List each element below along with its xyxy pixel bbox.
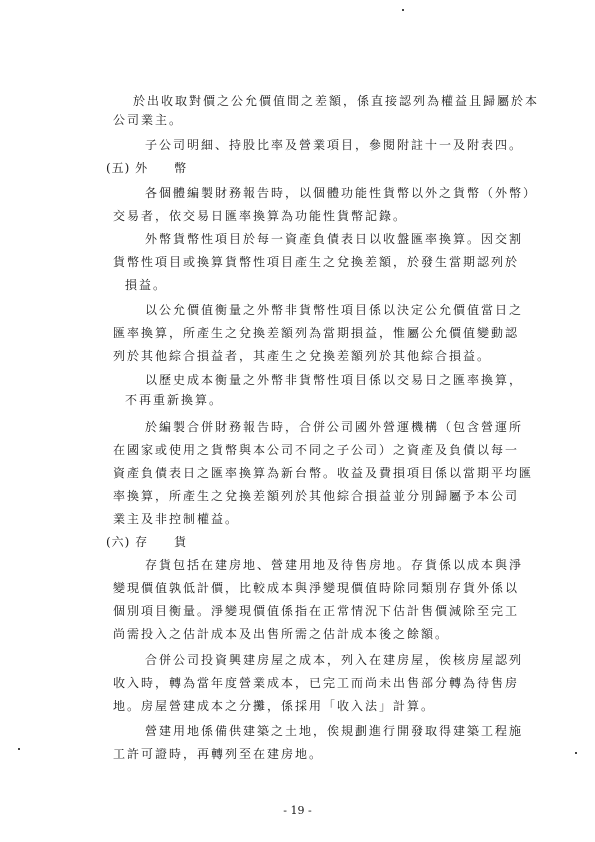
section-heading-foreign-currency: (五) 外 幣	[106, 161, 188, 175]
text-line: 地。房屋營建成本之分攤，係採用「收入法」計算。	[113, 699, 436, 713]
text-line: 合併公司投資興建房屋之成本，列入在建房屋，俟核房屋認列	[145, 653, 524, 667]
text-line: 資產負債表日之匯率換算為新台幣。收益及費損項目係以當期平均匯	[113, 466, 534, 480]
text-line: 在國家或使用之貨幣與本公司不同之子公司）之資產及負債以每一	[113, 443, 520, 457]
text-line: 子公司明細、持股比率及營業項目，參閱附註十一及附表四。	[145, 138, 524, 152]
text-line: 工許可證時，再轉列至在建房地。	[113, 747, 324, 761]
text-line: 變現價值孰低計價，比較成本與淨變現價值時除同類別存貨外係以	[113, 581, 520, 595]
scan-speck	[402, 9, 404, 11]
text-line: 於出收取對價之公允價值間之差額，係直接認列為權益且歸屬於本	[133, 94, 540, 108]
text-line: 匯率換算，所產生之兌換差額列為當期損益，惟屬公允價值變動認	[113, 326, 520, 340]
text-line: 收入時，轉為當年度營業成本，已完工而尚未出售部分轉為待售房	[113, 676, 520, 690]
text-line: 以公允價值衡量之外幣非貨幣性項目係以決定公允價值當日之	[145, 303, 524, 317]
section-heading-inventory: (六) 存 貨	[106, 535, 188, 549]
text-line: 各個體編製財務報告時，以個體功能性貨幣以外之貨幣（外幣）	[145, 186, 538, 200]
text-line: 貨幣性項目或換算貨幣性項目產生之兌換差額，於發生當期認列於	[113, 255, 520, 269]
text-line: 個別項目衡量。淨變現價值係指在正常情況下估計售價減除至完工	[113, 604, 520, 618]
text-line: 交易者，依交易日匯率換算為功能性貨幣記錄。	[113, 209, 408, 223]
text-line: 損益。	[125, 278, 168, 292]
text-line: 率換算，所產生之兌換差額列於其他綜合損益並分別歸屬予本公司	[113, 489, 520, 503]
text-line: 外幣貨幣性項目於每一資產負債表日以收盤匯率換算。因交割	[145, 232, 524, 246]
text-line: 存貨包括在建房地、營建用地及待售房地。存貨係以成本與淨	[145, 558, 524, 572]
text-line: 公司業主。	[113, 113, 184, 127]
page-number: - 19 -	[283, 804, 312, 817]
text-line: 於編製合併財務報告時，合併公司國外營運機構（包含營運所	[145, 420, 524, 434]
text-line: 業主及非控制權益。	[113, 512, 240, 526]
text-line: 列於其他綜合損益者，其產生之兌換差額列於其他綜合損益。	[113, 349, 492, 363]
scan-speck	[18, 748, 20, 750]
text-line: 以歷史成本衡量之外幣非貨幣性項目係以交易日之匯率換算，	[145, 373, 524, 387]
scan-speck	[575, 752, 577, 754]
text-line: 尚需投入之估計成本及出售所需之估計成本後之餘額。	[113, 627, 450, 641]
text-line: 不再重新換算。	[125, 393, 224, 407]
text-line: 營建用地係備供建築之土地，俟規劃進行開發取得建築工程施	[145, 724, 524, 738]
